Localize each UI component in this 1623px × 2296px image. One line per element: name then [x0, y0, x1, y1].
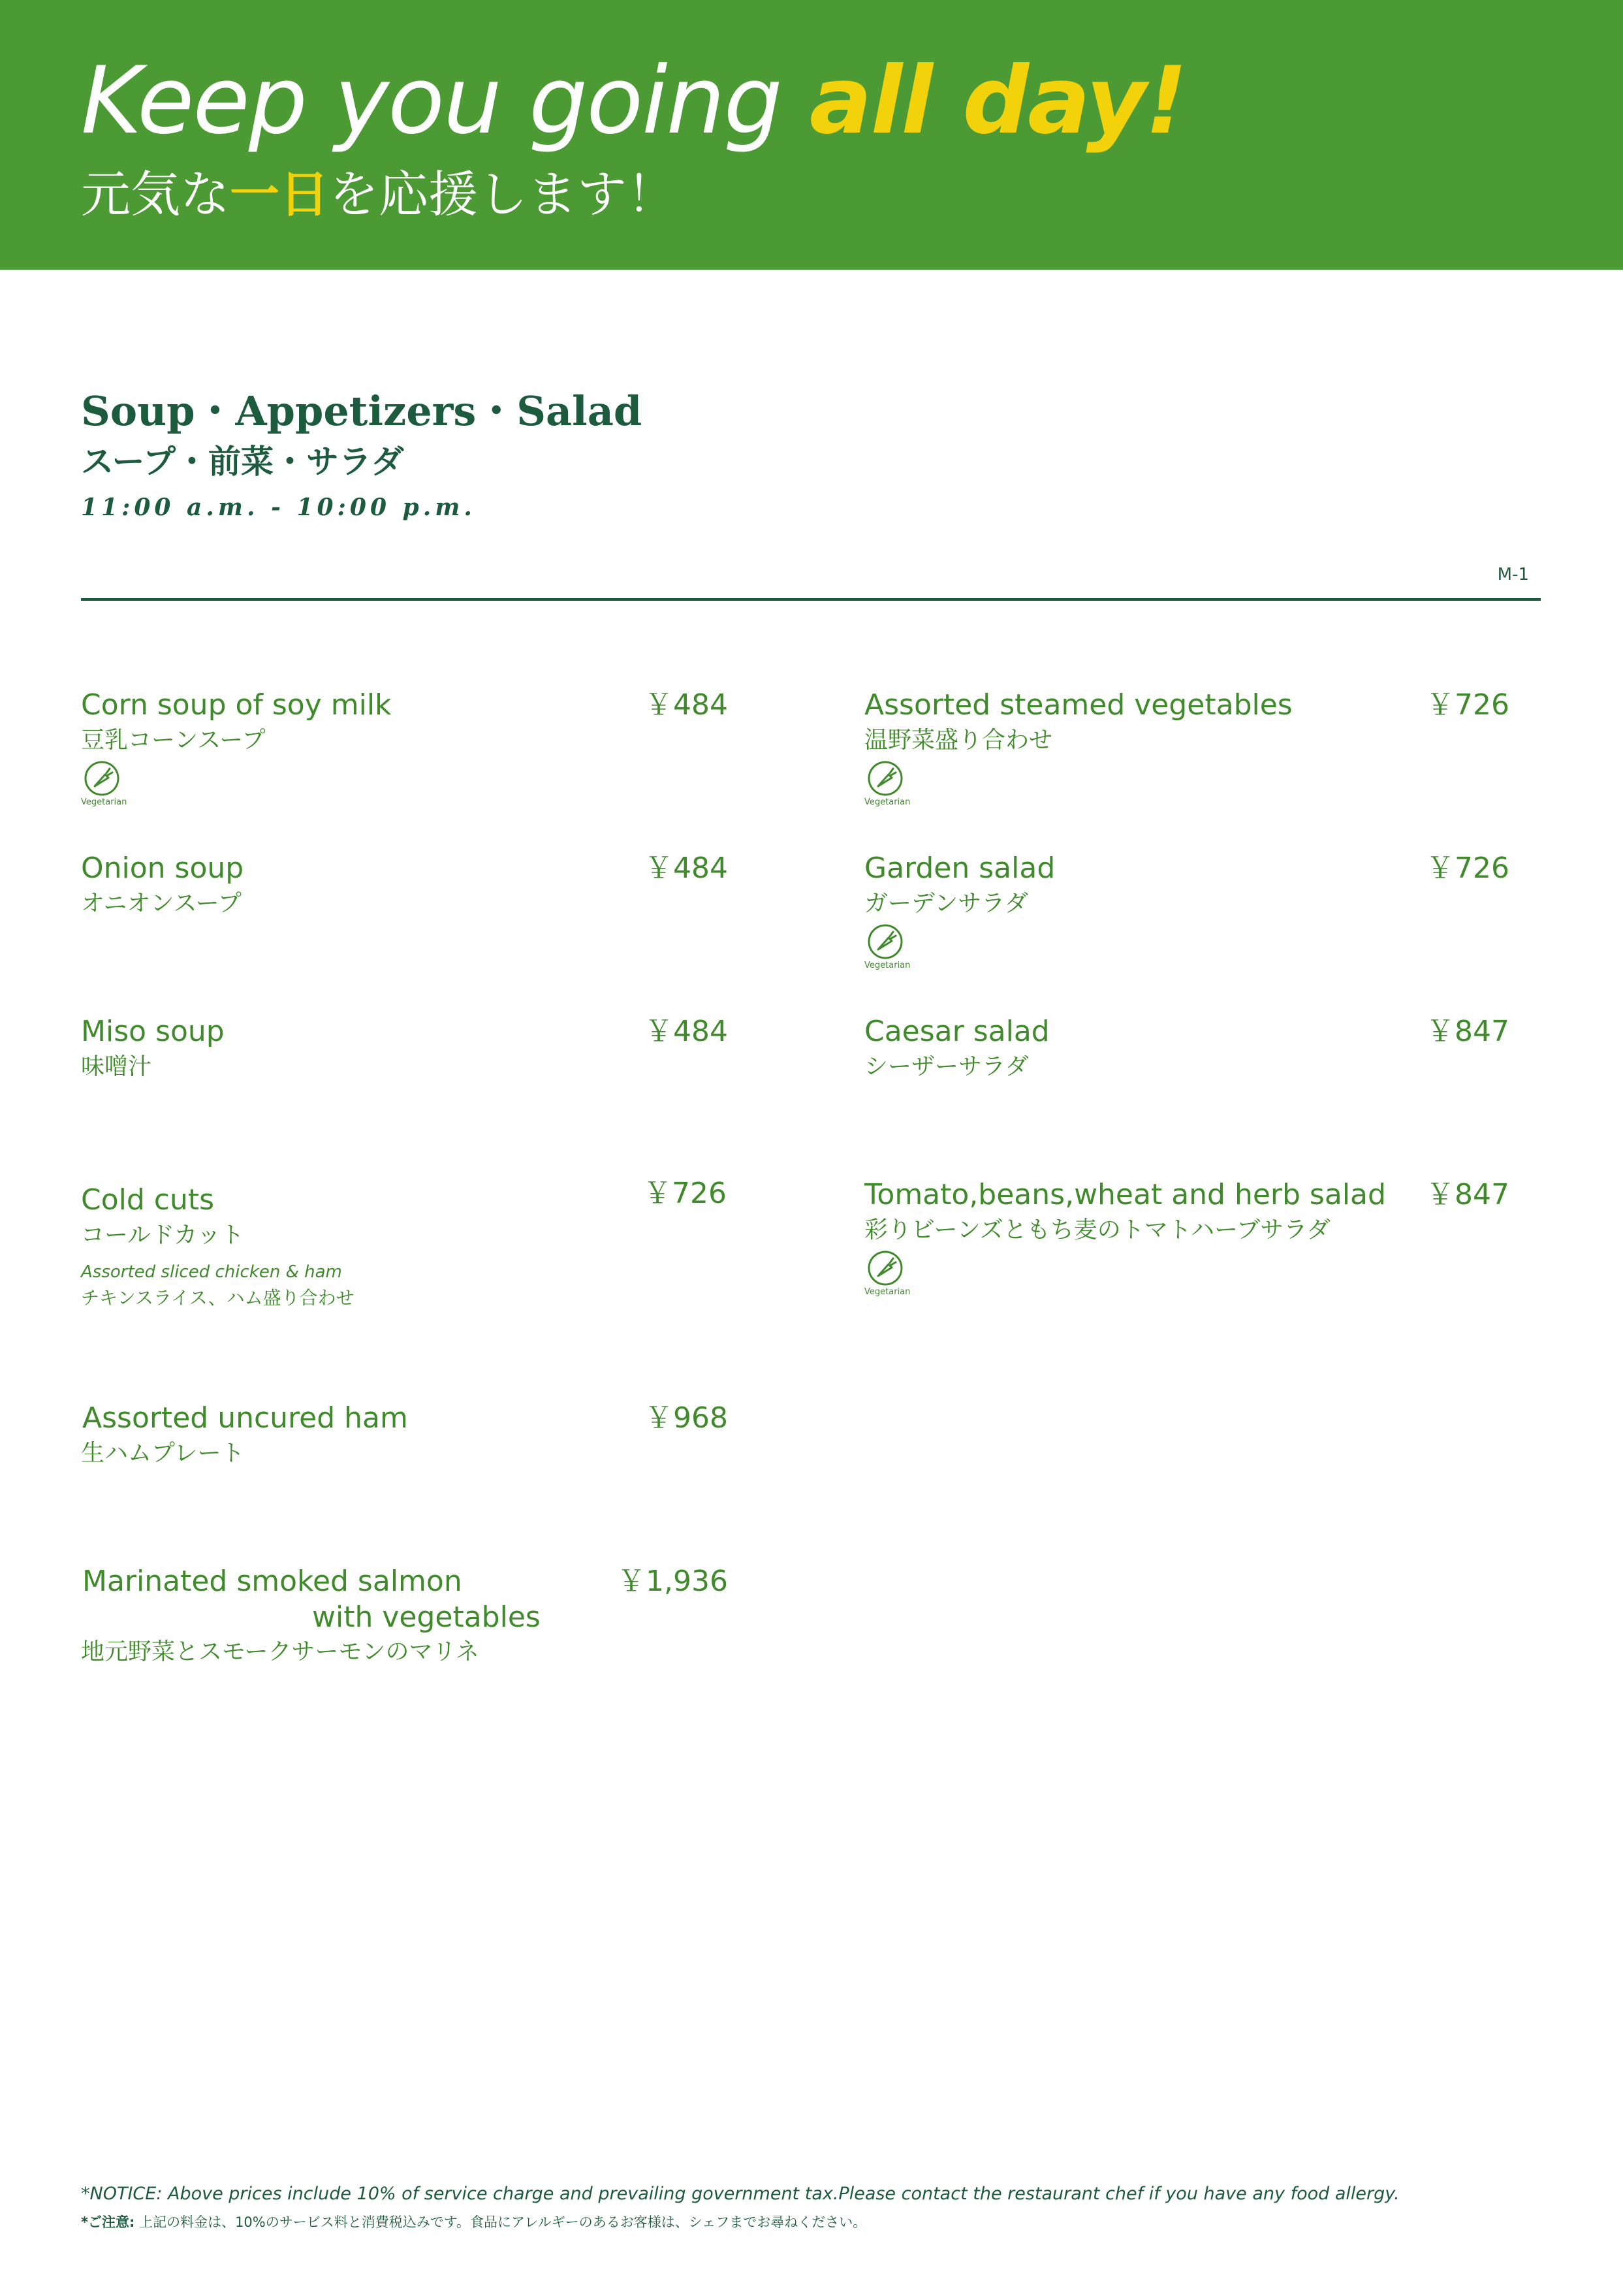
item-name: Marinated smoked salmon	[82, 1565, 462, 1598]
item-name: Cold cuts	[81, 1183, 215, 1217]
subheadline-post: を応援します！	[329, 165, 676, 223]
item-name: Onion soup	[81, 852, 244, 885]
headline-main: Keep you going	[81, 47, 810, 155]
vegetarian-label: Vegetarian	[864, 1287, 911, 1297]
subheadline-pre: 元気な	[81, 165, 230, 223]
menu-item	[864, 1013, 1050, 1084]
item-name-ja: 生ハムプレート	[81, 1440, 245, 1467]
vegetarian-label: Vegetarian	[81, 797, 127, 807]
menu-item	[81, 850, 244, 921]
notice-ja-body: 上記の料金は、10%のサービス料と消費税込みです。食品にアレルギーのあるお客様は、シェフまでお尋ねください。	[134, 2214, 867, 2230]
item-price: ￥847	[1426, 1178, 1509, 1211]
item-name-ja: シーザーサラダ	[864, 1053, 1029, 1080]
menu-item	[82, 1563, 541, 1669]
item-price: ￥1,936	[617, 1565, 728, 1598]
carrot-icon	[867, 923, 904, 960]
item-name: Miso soup	[81, 1015, 225, 1048]
item-name: Corn soup of soy milk	[81, 688, 392, 722]
section-divider	[81, 598, 1541, 601]
item-name: Tomato,beans,wheat and herb salad	[864, 1178, 1386, 1211]
item-name-ja: オニオンスープ	[81, 890, 242, 917]
menu-item	[81, 1182, 355, 1311]
item-name: Assorted steamed vegetables	[864, 688, 1293, 722]
section-title-ja: スープ・前菜・サラダ	[81, 443, 404, 481]
item-price: ￥726	[1426, 688, 1509, 722]
vegetarian-badge	[864, 760, 911, 808]
item-name-ja: 彩りビーンズともち麦のトマトハーブサラダ	[864, 1217, 1331, 1243]
header-banner	[0, 0, 1623, 270]
menu-item	[81, 1013, 225, 1084]
item-price: ￥847	[1426, 1015, 1509, 1048]
item-price: ￥968	[644, 1401, 728, 1435]
item-price: ￥726	[643, 1177, 727, 1210]
item-price: ￥484	[644, 688, 728, 722]
item-description-ja: チキンスライス、ハム盛り合わせ	[81, 1287, 355, 1309]
carrot-icon	[84, 760, 120, 797]
menu-item	[864, 687, 1293, 808]
notice-ja-lead: *ご注意:	[81, 2214, 135, 2230]
carrot-icon	[867, 1250, 904, 1286]
item-price: ￥484	[644, 852, 728, 885]
menu-item	[864, 850, 1055, 972]
vegetarian-label: Vegetarian	[864, 961, 911, 970]
item-name-ja: コールドカット	[81, 1222, 244, 1249]
vegetarian-badge	[864, 923, 911, 972]
section-hours: 11:00 a.m. - 10:00 p.m.	[81, 494, 476, 521]
item-name-ja: 味噌汁	[81, 1053, 152, 1080]
menu-item	[81, 687, 392, 808]
notice-ja	[81, 2211, 866, 2233]
item-price: ￥484	[644, 1015, 728, 1048]
item-name-ja: ガーデンサラダ	[864, 890, 1028, 917]
item-name-ja: 温野菜盛り合わせ	[864, 727, 1053, 754]
item-name: Assorted uncured ham	[82, 1401, 408, 1435]
item-name: Garden salad	[864, 852, 1056, 885]
headline	[81, 46, 1186, 157]
menu-item	[864, 1177, 1386, 1298]
subheadline-ja	[81, 162, 676, 227]
vegetarian-badge	[81, 760, 128, 808]
section-title: Soup・Appetizers・Salad	[81, 387, 642, 435]
carrot-icon	[867, 760, 904, 797]
item-name-ja: 地元野菜とスモークサーモンのマリネ	[81, 1638, 479, 1665]
item-price: ￥726	[1426, 852, 1509, 885]
vegetarian-label: Vegetarian	[864, 797, 911, 807]
headline-highlight: all day!	[809, 47, 1186, 155]
menu-item	[82, 1400, 408, 1471]
subheadline-highlight: 一日	[230, 165, 329, 223]
item-name-ja: 豆乳コーンスープ	[81, 727, 266, 754]
page-code: M-1	[1497, 565, 1529, 584]
item-description: Assorted sliced chicken & ham	[81, 1262, 342, 1282]
item-name-line2: with vegetables	[312, 1601, 541, 1634]
vegetarian-badge	[864, 1250, 911, 1298]
item-name: Caesar salad	[864, 1015, 1050, 1048]
notice-en: *NOTICE: Above prices include 10% of service charge and prevailing government tax.Please contact the restaurant chef if you have any food allergy.	[81, 2184, 1400, 2204]
